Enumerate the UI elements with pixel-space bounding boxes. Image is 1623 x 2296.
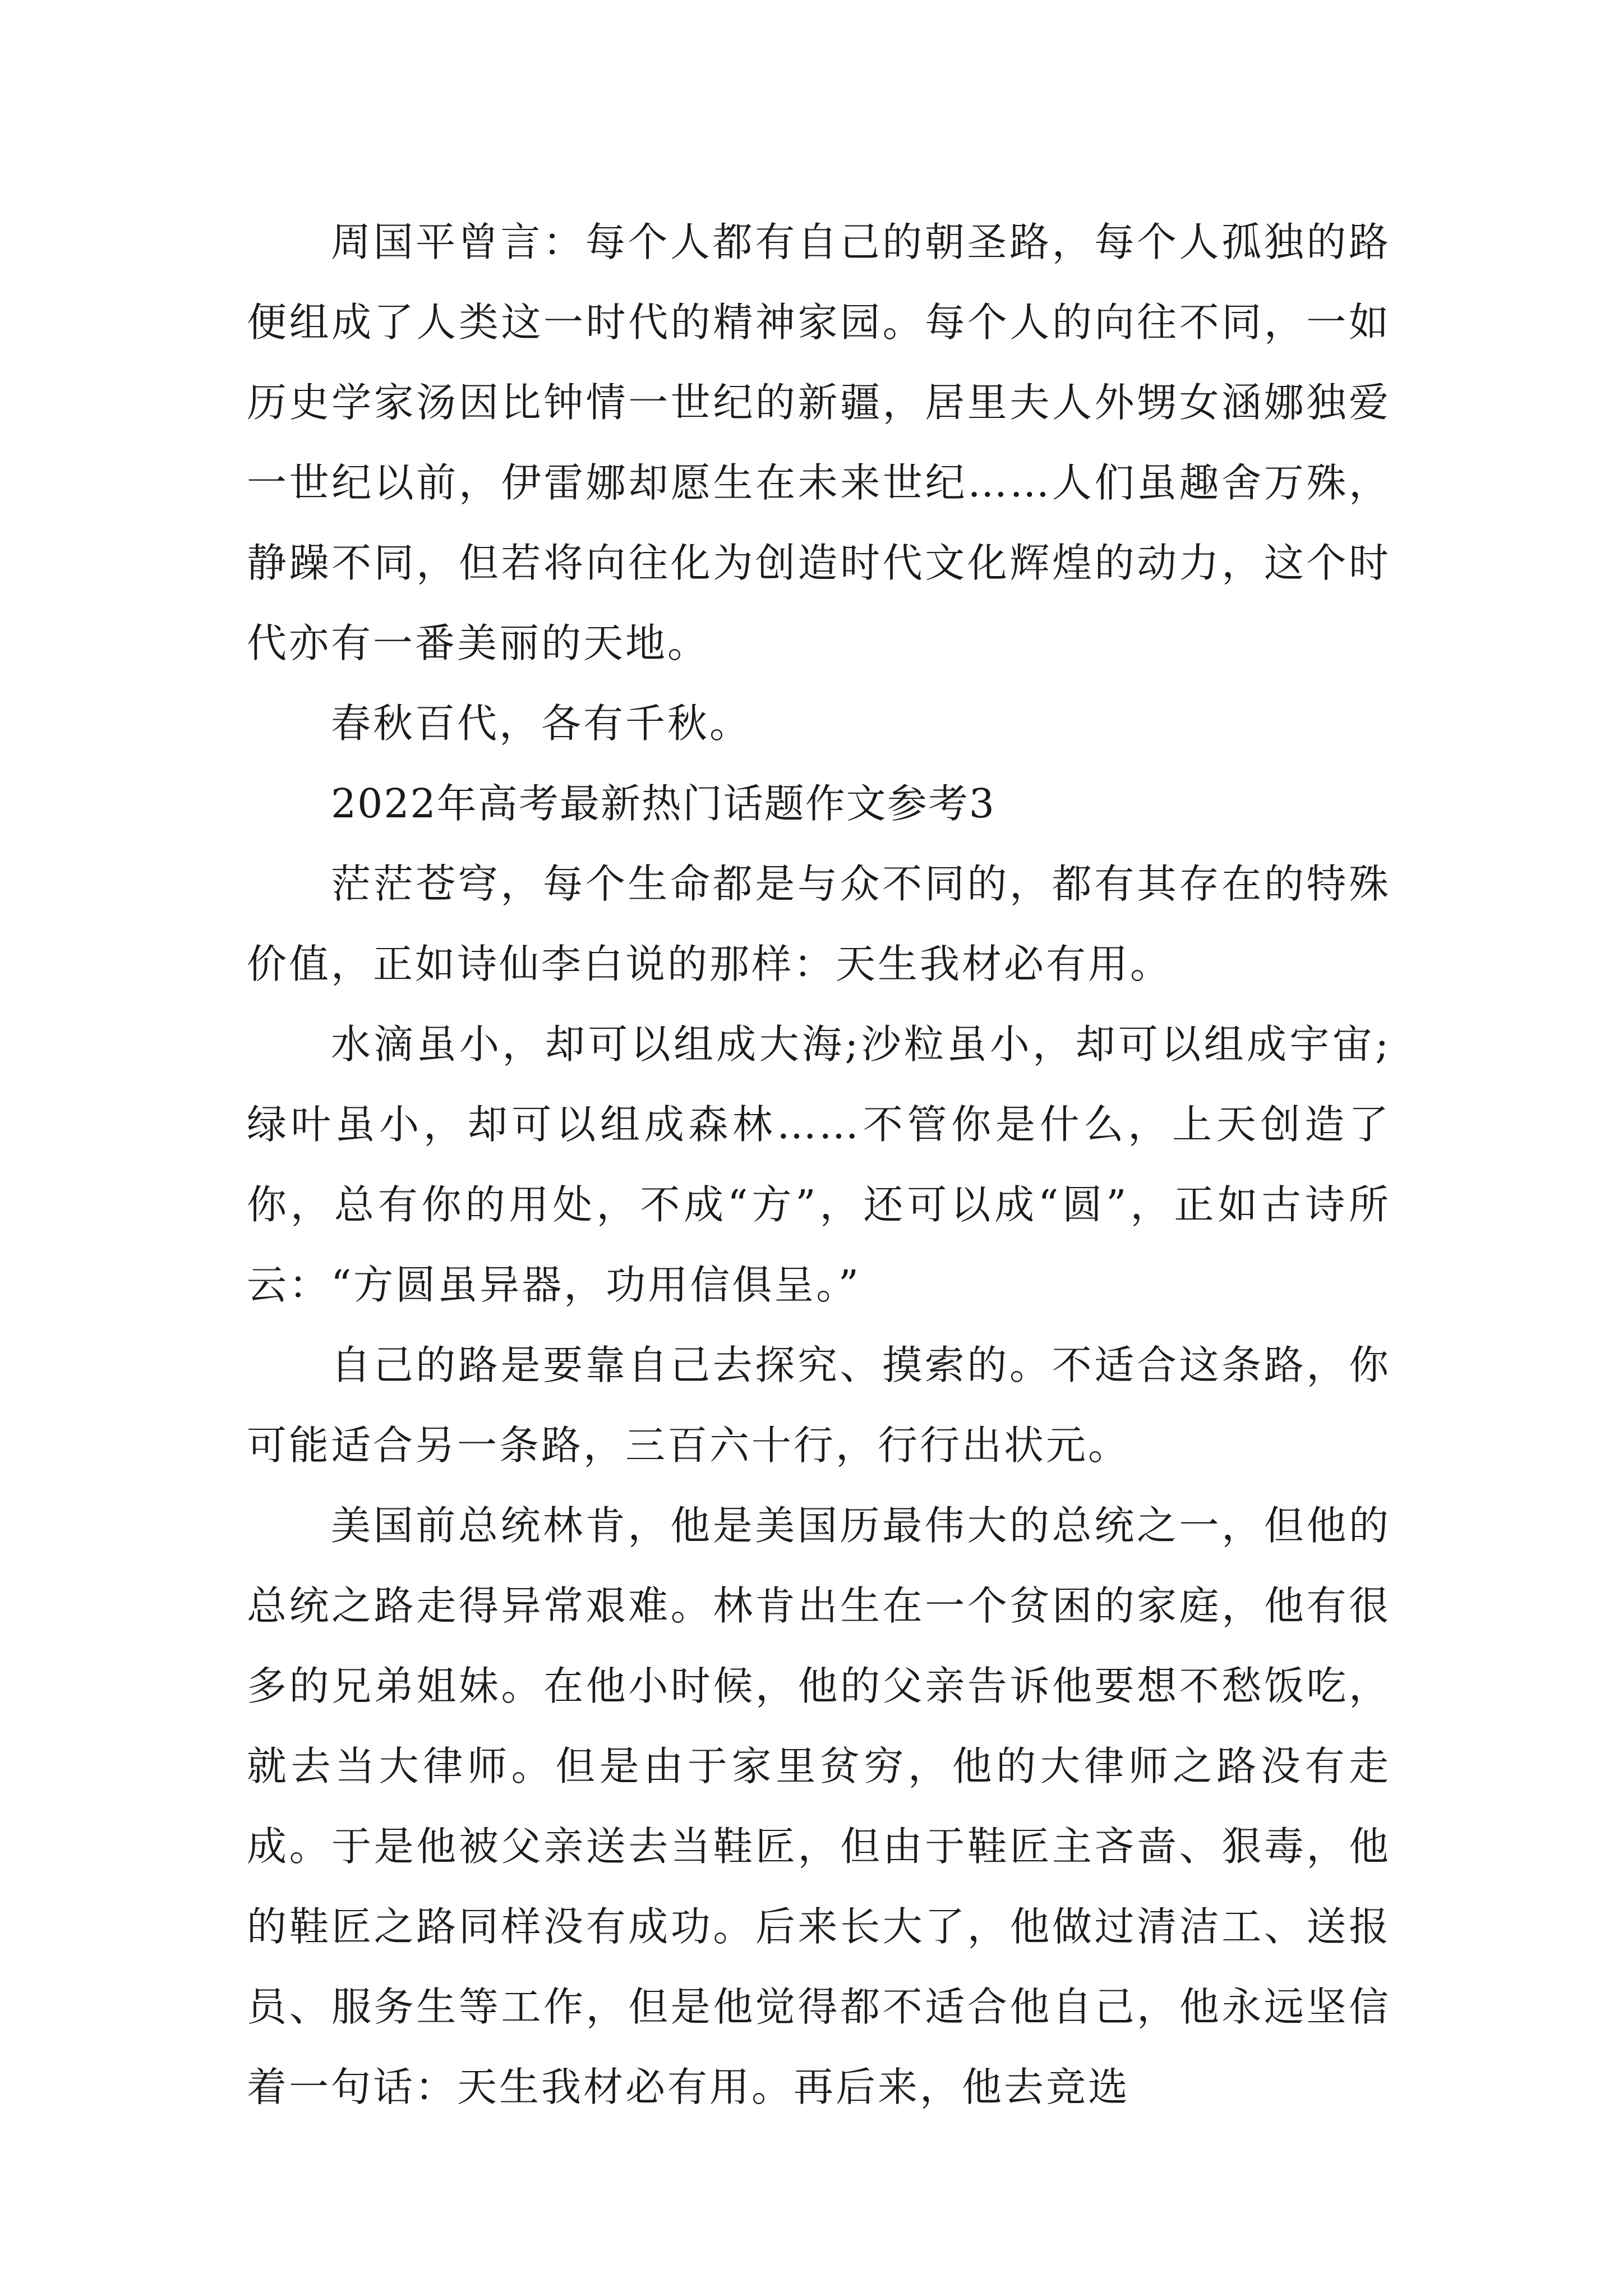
paragraph: 春秋百代，各有千秋。 — [331, 700, 752, 747]
section-heading: 2022年高考最新热门话题作文参考3 — [331, 780, 995, 827]
paragraph: 自己的路是要靠自己去探究、摸索的。不适合这条路，你可能适合另一条路，三百六十行，行行出状元。 — [247, 1342, 1391, 1469]
paragraph: 水滴虽小，却可以组成大海;沙粒虽小，却可以组成宇宙;绿叶虽小，却可以组成森林……不管你是什么，上天创造了你，总有你的用处，不成“方”，还可以成“圆”，正如古诗所云：“方圆虽异器，功用信俱呈。” — [247, 1021, 1391, 1308]
paragraph: 美国前总统林肯，他是美国历最伟大的总统之一，但他的总统之路走得异常艰难。林肯出生在一个贫困的家庭，他有很多的兄弟姐妹。在他小时候，他的父亲告诉他要想不愁饭吃，就去当大律师。但是由于家里贫穷，他的大律师之路没有走成。于是他被父亲送去当鞋匠，但由于鞋匠主吝啬、狠毒，他的鞋匠之路同样没有成功。后来长大了，他做过清洁工、送报员、服务生等工作，但是他觉得都不适合他自己，他永远坚信着一句话：天生我材必有用。再后来，他去竞选 — [247, 1502, 1391, 2110]
paragraph: 茫茫苍穹，每个生命都是与众不同的，都有其存在的特殊价值，正如诗仙李白说的那样：天生我材必有用。 — [247, 861, 1391, 987]
paragraph: 周国平曾言：每个人都有自己的朝圣路，每个人孤独的路便组成了人类这一时代的精神家园。每个人的向往不同，一如历史学家汤因比钟情一世纪的新疆，居里夫人外甥女涵娜独爱一世纪以前，伊雷娜却愿生在未来世纪……人们虽趣舍万殊，静躁不同，但若将向往化为创造时代文化辉煌的动力，这个时代亦有一番美丽的天地。 — [247, 219, 1391, 666]
body-text — [247, 202, 1391, 2127]
